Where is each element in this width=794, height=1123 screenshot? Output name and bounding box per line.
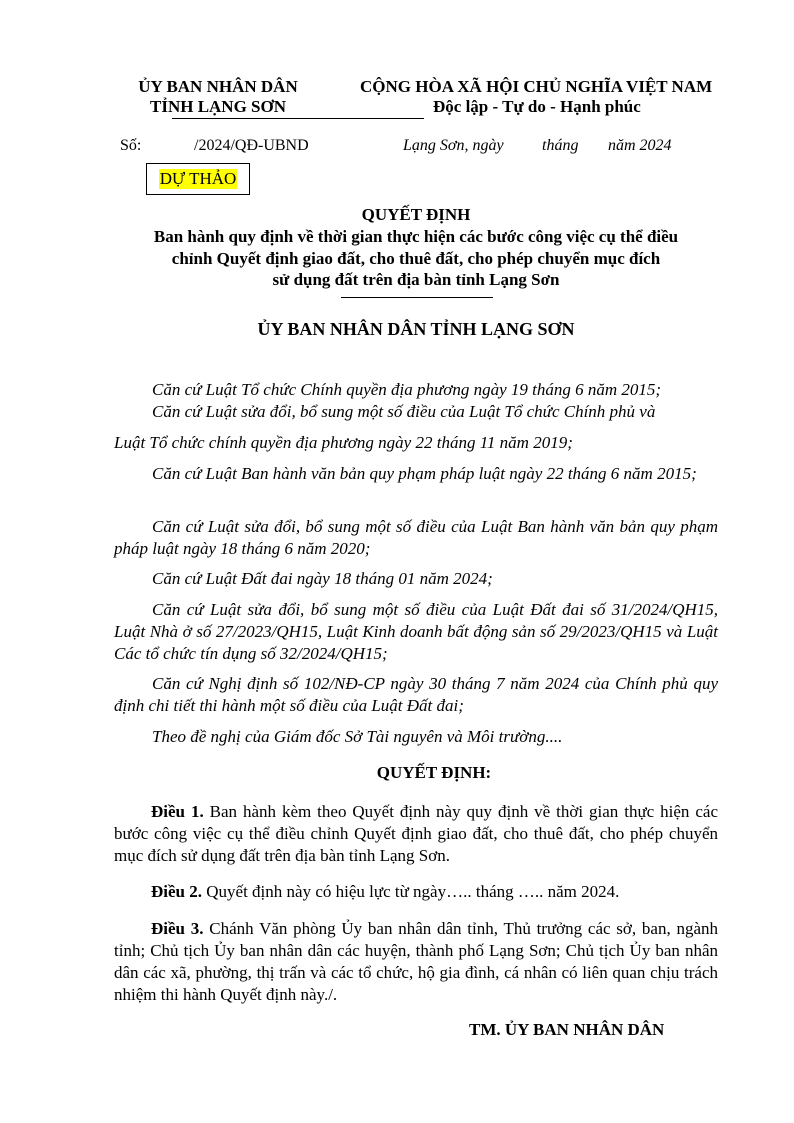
legal-basis-6: Căn cứ Luật sửa đổi, bổ sung một số điều của Luật Đất đai số 31/2024/QH15, Luật Nhà ở số 27/2023/QH15, Luật Kinh doanh bất động sản số 29/2023/QH15 và Luật Các tổ chức tín dụng số 32/2024/QH15;	[114, 600, 718, 663]
draft-label: DỰ THẢO	[159, 169, 237, 188]
decision-subject-line-1: Ban hành quy định về thời gian thực hiện các bước công việc cụ thể điều	[153, 227, 679, 246]
article-1-text: Ban hành kèm theo Quyết định này quy định về thời gian thực hiện các bước công việc cụ thể điều chỉnh Quyết định giao đất, cho thuê đất, cho phép chuyển mục đích sử dụng đất trên địa bàn tỉnh Lạng Sơn.	[114, 802, 718, 865]
national-title: CỘNG HÒA XÃ HỘI CHỦ NGHĨA VIỆT NAM	[360, 77, 713, 96]
doc-number: /2024/QĐ-UBND	[194, 137, 309, 154]
article-1-label: Điều 1.	[151, 802, 204, 821]
article-2-text: Quyết định này có hiệu lực từ ngày….. tháng ….. năm 2024.	[202, 882, 620, 901]
article-2-label: Điều 2.	[151, 882, 202, 901]
article-3-label: Điều 3.	[151, 919, 204, 938]
place-date: Lạng Sơn, ngày	[403, 137, 504, 154]
legal-basis-2-cont: Luật Tổ chức chính quyền địa phương ngày 22 tháng 11 năm 2019;	[114, 433, 573, 452]
legal-basis-1: Căn cứ Luật Tổ chức Chính quyền địa phương ngày 19 tháng 6 năm 2015;	[152, 380, 662, 399]
title-underline	[341, 297, 493, 298]
national-motto: Độc lập - Tự do - Hạnh phúc	[433, 97, 641, 116]
issuer-underline	[172, 118, 424, 119]
legal-basis-7: Căn cứ Nghị định số 102/NĐ-CP ngày 30 tháng 7 năm 2024 của Chính phủ quy định chi tiết thi hành một số điều của Luật Đất đai;	[114, 674, 718, 715]
legal-basis-3: Căn cứ Luật Ban hành văn bản quy phạm pháp luật ngày 22 tháng 6 năm 2015;	[152, 464, 697, 483]
legal-basis-2: Căn cứ Luật sửa đổi, bổ sung một số điều của Luật Tổ chức Chính phủ và	[152, 402, 656, 421]
draft-stamp	[146, 163, 250, 195]
legal-basis-5: Căn cứ Luật Đất đai ngày 18 tháng 01 năm 2024;	[152, 569, 493, 588]
date-month: tháng	[542, 137, 579, 154]
authority-heading: ỦY BAN NHÂN DÂN TỈNH LẠNG SƠN	[257, 319, 575, 339]
article-3	[114, 918, 718, 1006]
decision-subject-line-3: sử dụng đất trên địa bàn tỉnh Lạng Sơn	[272, 270, 560, 289]
article-3-text: Chánh Văn phòng Ủy ban nhân dân tỉnh, Thủ trưởng các sở, ban, ngành tỉnh; Chủ tịch Ủy ban nhân dân các huyện, thành phố Lạng Sơn; Chủ tịch Ủy ban nhân dân các xã, phường, thị trấn và các tổ chức, hộ gia đình, cá nhân có liên quan chịu trách nhiệm thi hành Quyết định này./.	[114, 919, 718, 1004]
decision-heading: QUYẾT ĐỊNH:	[376, 763, 492, 782]
article-1	[114, 801, 718, 867]
doc-number-label: Số:	[120, 137, 142, 154]
decision-subject-line-2: chỉnh Quyết định giao đất, cho thuê đất, cho phép chuyển mục đích	[171, 249, 661, 268]
date-year: năm 2024	[608, 137, 672, 154]
legal-basis-8: Theo đề nghị của Giám đốc Sở Tài nguyên và Môi trường....	[152, 727, 563, 746]
signature-block: TM. ỦY BAN NHÂN DÂN	[469, 1020, 665, 1039]
decision-title: QUYẾT ĐỊNH	[361, 205, 471, 224]
article-2	[114, 881, 718, 903]
issuer-name: ỦY BAN NHÂN DÂN	[138, 77, 298, 96]
legal-basis-4: Căn cứ Luật sửa đổi, bổ sung một số điều của Luật Ban hành văn bản quy phạm pháp luật ngày 18 tháng 6 năm 2020;	[114, 517, 718, 558]
issuer-province: TỈNH LẠNG SƠN	[149, 97, 287, 116]
